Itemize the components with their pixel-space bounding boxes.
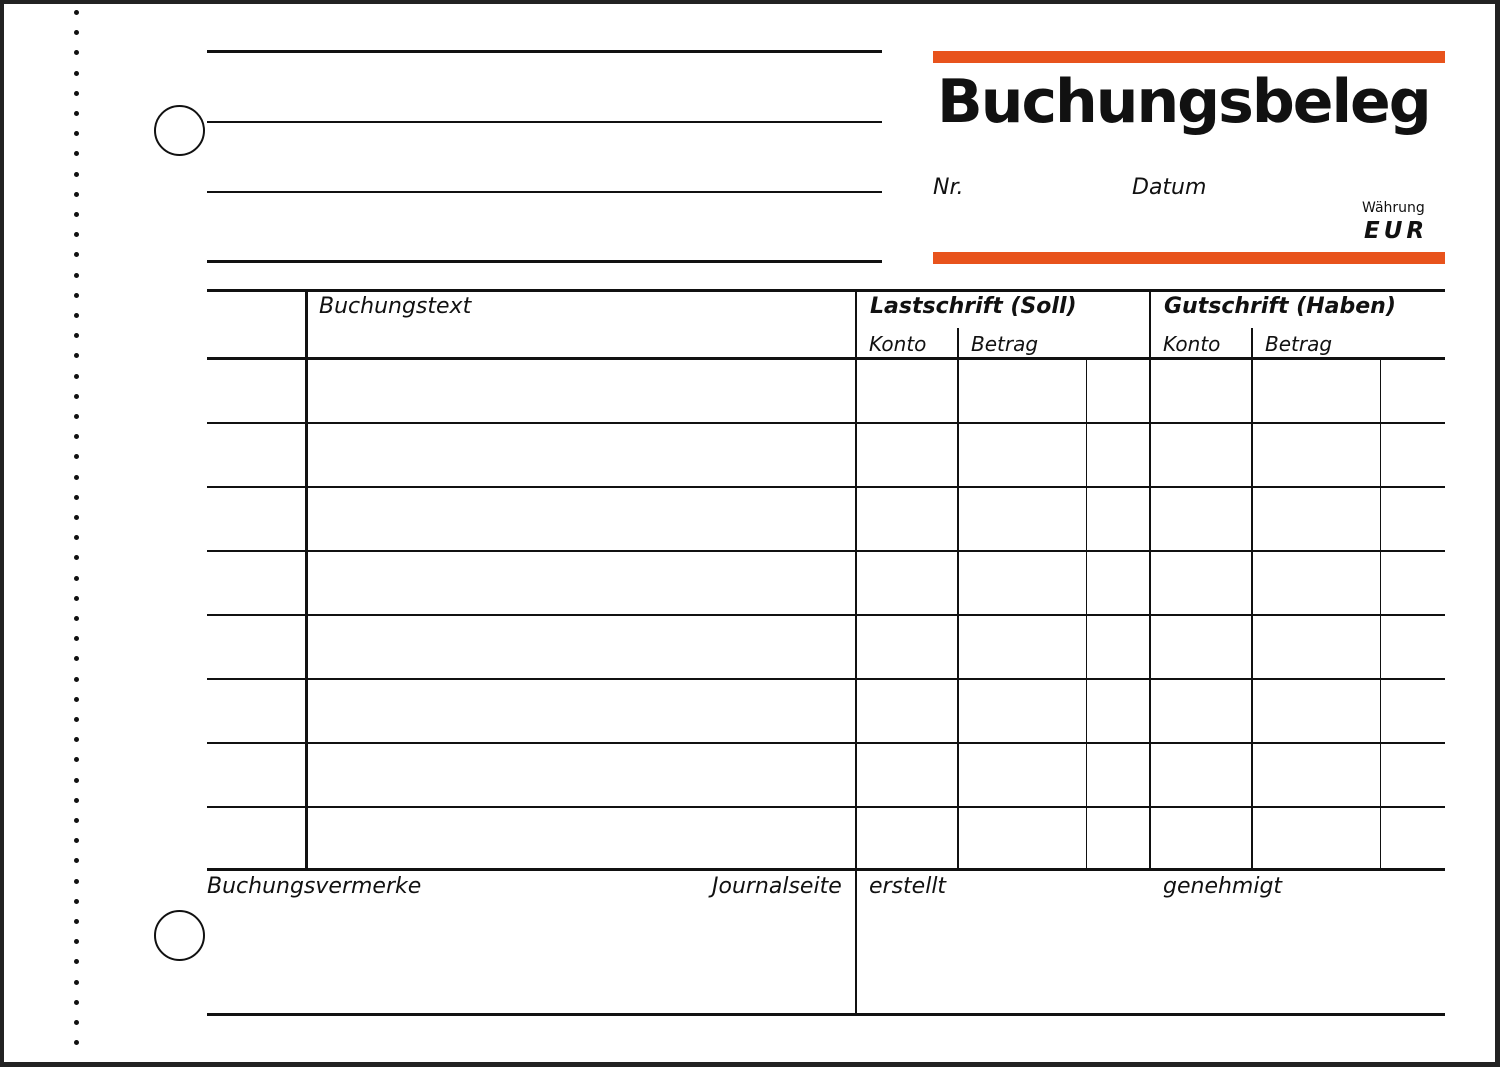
perforation-dot [74, 1000, 79, 1005]
perforation-dot [74, 273, 79, 278]
perforation-dot [74, 252, 79, 257]
table-row[interactable] [207, 806, 1445, 808]
title-bar-top [933, 51, 1445, 63]
table-row[interactable] [207, 614, 1445, 616]
col-divider-haben-cents [1380, 360, 1381, 870]
gutschrift-header: Gutschrift (Haben) [1164, 294, 1396, 319]
perforation-dot [74, 535, 79, 540]
perforation-dot [74, 980, 79, 985]
header-line-2[interactable] [207, 121, 882, 123]
perforation-dot [74, 313, 79, 318]
perforation-dot [74, 374, 79, 379]
journalseite-label: Journalseite [712, 874, 842, 899]
col-divider-haben-konto [1251, 328, 1253, 870]
perforation-dot [74, 959, 79, 964]
perforation-dot [74, 333, 79, 338]
haben-betrag-header: Betrag [1265, 332, 1333, 356]
perforation-dot [74, 697, 79, 702]
perforation-dot [74, 131, 79, 136]
perforation-dot [74, 454, 79, 459]
col-divider-soll-cents [1086, 360, 1087, 870]
perforation-dot [74, 576, 79, 581]
table-row[interactable] [207, 550, 1445, 552]
table-bottom-rule [207, 868, 1445, 871]
perforation-dot [74, 677, 79, 682]
perforation-dot [74, 838, 79, 843]
punch-hole-top [154, 105, 205, 156]
perforation-dot [74, 212, 79, 217]
form-title: Buchungsbeleg [937, 67, 1430, 137]
perforation-dot [74, 293, 79, 298]
header-line-1[interactable] [207, 50, 882, 53]
perforation-dot [74, 656, 79, 661]
perforation-dot [74, 394, 79, 399]
soll-betrag-header: Betrag [971, 332, 1039, 356]
title-bar-bottom [933, 252, 1445, 264]
perforation-dot [74, 515, 79, 520]
perforation-dot [74, 71, 79, 76]
table-top-rule [207, 289, 1445, 292]
perforation-dot [74, 434, 79, 439]
table-row[interactable] [207, 486, 1445, 488]
perforation-dot [74, 151, 79, 156]
perforation-dot [74, 899, 79, 904]
perforation-dot [74, 636, 79, 641]
perforation-dot [74, 616, 79, 621]
perforation-dot [74, 818, 79, 823]
perforation-dot [74, 555, 79, 560]
erstellt-label: erstellt [869, 874, 947, 899]
col-divider-3 [1149, 290, 1151, 870]
perforation-dot [74, 475, 79, 480]
perforation-dot [74, 939, 79, 944]
perforation-dot [74, 495, 79, 500]
soll-konto-header: Konto [869, 332, 927, 356]
perforation-dot [74, 10, 79, 15]
nr-field-label: Nr. [933, 175, 964, 200]
perforation-dot [74, 879, 79, 884]
genehmigt-label: genehmigt [1163, 874, 1283, 899]
perforation-dot [74, 91, 79, 96]
perforation-dot [74, 757, 79, 762]
perforation-dot [74, 353, 79, 358]
buchungsvermerke-label: Buchungsvermerke [207, 874, 422, 899]
table-row[interactable] [207, 422, 1445, 424]
perforation-dot [74, 172, 79, 177]
waehrung-value: EUR [1364, 218, 1429, 244]
header-line-3[interactable] [207, 191, 882, 193]
perforation-line [74, 8, 80, 1062]
perforation-dot [74, 717, 79, 722]
header-line-4[interactable] [207, 260, 882, 263]
table-header-rule [207, 357, 1445, 360]
perforation-dot [74, 737, 79, 742]
footer-bottom-rule[interactable] [207, 1013, 1445, 1016]
perforation-dot [74, 1040, 79, 1045]
booking-voucher-sheet [4, 4, 1495, 1062]
col-divider-2 [855, 290, 857, 1016]
col-divider-1 [305, 290, 308, 870]
perforation-dot [74, 232, 79, 237]
table-row[interactable] [207, 678, 1445, 680]
waehrung-label: Währung [1362, 200, 1425, 216]
datum-field-label: Datum [1132, 175, 1207, 200]
perforation-dot [74, 778, 79, 783]
perforation-dot [74, 50, 79, 55]
table-row[interactable] [207, 742, 1445, 744]
perforation-dot [74, 596, 79, 601]
perforation-dot [74, 30, 79, 35]
haben-konto-header: Konto [1163, 332, 1221, 356]
perforation-dot [74, 858, 79, 863]
punch-hole-bottom [154, 910, 205, 961]
buchungstext-header: Buchungstext [319, 294, 472, 319]
perforation-dot [74, 919, 79, 924]
col-divider-soll-konto [957, 328, 959, 870]
perforation-dot [74, 111, 79, 116]
perforation-dot [74, 414, 79, 419]
perforation-dot [74, 798, 79, 803]
perforation-dot [74, 1020, 79, 1025]
perforation-dot [74, 192, 79, 197]
lastschrift-header: Lastschrift (Soll) [870, 294, 1077, 319]
